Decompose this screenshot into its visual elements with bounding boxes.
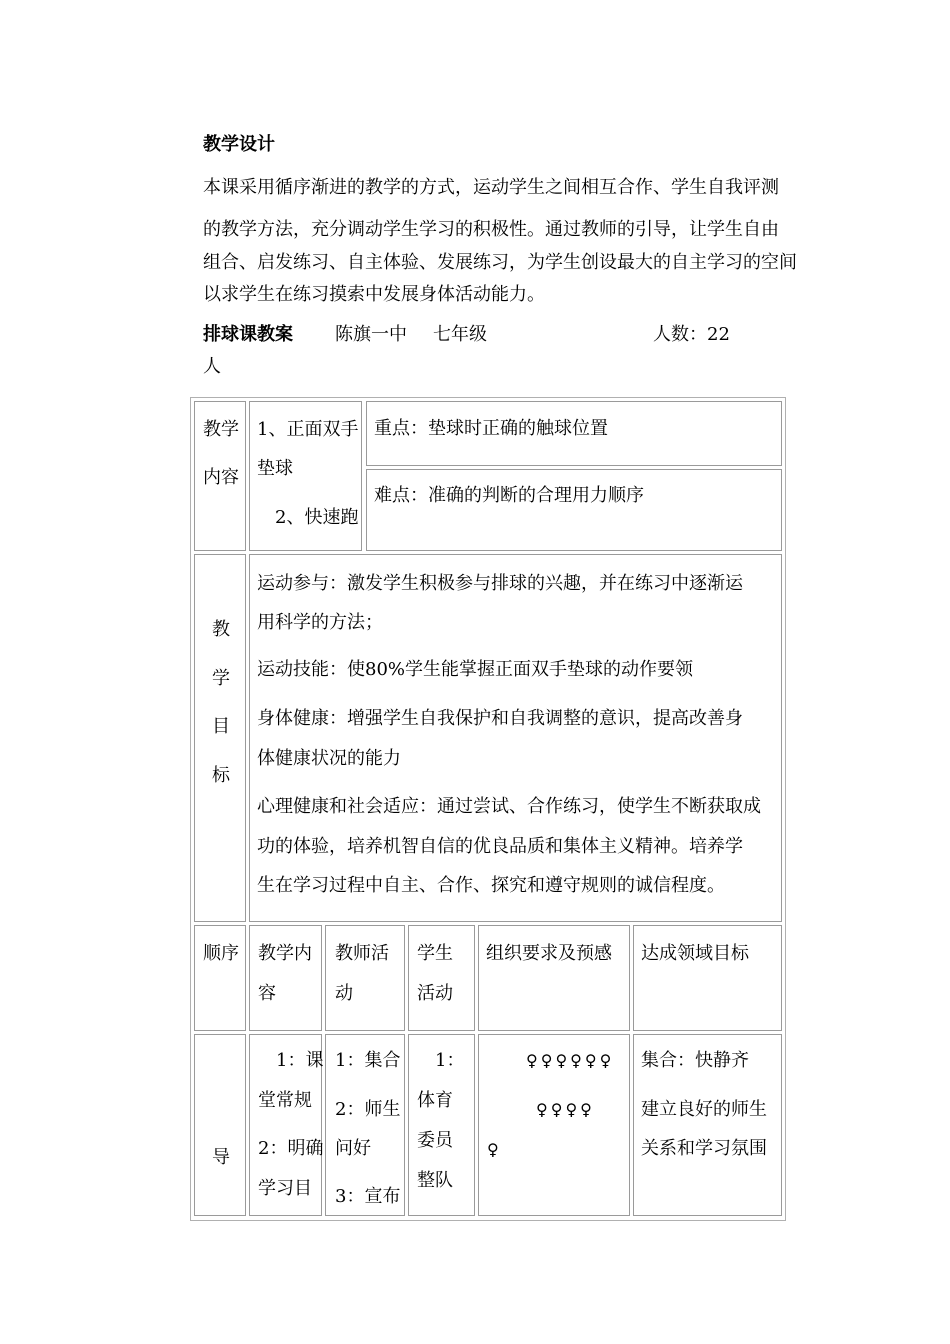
intro-teacher-line-1: 1：集合 <box>335 1050 401 1071</box>
content-topic-cell <box>249 401 362 551</box>
intro-goal-line-3: 关系和学习氛围 <box>641 1138 767 1159</box>
goal-line-6: 心理健康和社会适应：通过尝试、合作练习，使学生不断获取成 <box>257 796 761 817</box>
goals-label-char-2: 学 <box>212 668 230 689</box>
intro-student-line-4: 整队 <box>417 1170 453 1191</box>
header-student-line-1: 学生 <box>417 943 453 964</box>
intro-order-cell <box>194 1034 246 1216</box>
difficulty-cell <box>366 469 782 551</box>
intro-line-1: 本课采用循序渐进的教学的方式，运动学生之间相互合作、学生自我评测 <box>203 177 779 198</box>
content-label-cell <box>194 401 246 551</box>
intro-teacher-line-4: 3：宣布 <box>335 1186 401 1207</box>
header-organization-cell <box>478 925 630 1031</box>
header-content-line-1: 教学内 <box>258 943 312 964</box>
student-count: 人数：22 <box>653 324 730 345</box>
intro-content-line-2: 堂常规 <box>258 1090 312 1111</box>
header-order: 顺序 <box>203 943 239 964</box>
header-teacher-line-2: 动 <box>335 983 353 1004</box>
section-heading: 教学设计 <box>203 134 275 155</box>
goal-line-7: 功的体验，培养机智自信的优良品质和集体主义精神。培养学 <box>257 836 743 857</box>
intro-goal-line-2: 建立良好的师生 <box>641 1099 767 1120</box>
intro-line-3: 组合、启发练习、自主体验、发展练习，为学生创设最大的自主学习的空间 <box>203 252 797 273</box>
intro-content-cell <box>249 1034 322 1216</box>
header-goal-cell <box>633 925 782 1031</box>
intro-order: 导 <box>212 1147 230 1168</box>
goals-content-cell <box>249 554 782 922</box>
intro-goal-cell <box>633 1034 782 1216</box>
header-content-cell <box>249 925 322 1031</box>
header-goal: 达成领域目标 <box>641 943 749 964</box>
key-point-text: 重点：垫球时正确的触球位置 <box>374 418 608 439</box>
goals-label-char-3: 目 <box>212 716 230 737</box>
topic-line-3: 2、快速跑 <box>275 507 359 528</box>
header-teacher-line-1: 教师活 <box>335 943 389 964</box>
intro-content-line-3: 2：明确 <box>258 1138 324 1159</box>
formation-row-2: ♀♀♀♀ <box>536 1100 595 1119</box>
formation-row-1: ♀♀♀♀♀♀ <box>526 1051 615 1070</box>
goal-line-8: 生在学习过程中自主、合作、探究和遵守规则的诚信程度。 <box>257 875 725 896</box>
content-label-line-1: 教学 <box>203 419 239 440</box>
intro-formation-cell <box>478 1034 630 1216</box>
content-label-line-2: 内容 <box>203 467 239 488</box>
header-organization: 组织要求及预感 <box>486 943 612 964</box>
student-count-unit: 人 <box>203 356 221 377</box>
header-order-cell <box>194 925 246 1031</box>
goal-line-2: 用科学的方法； <box>257 612 383 633</box>
goal-line-4: 身体健康：增强学生自我保护和自我调整的意识，提高改善身 <box>257 708 743 729</box>
topic-line-2: 垫球 <box>257 458 293 479</box>
intro-student-line-3: 委员 <box>417 1130 453 1151</box>
goal-line-1: 运动参与：激发学生积极参与排球的兴趣，并在练习中逐渐运 <box>257 573 743 594</box>
intro-teacher-cell <box>325 1034 405 1216</box>
header-student-cell <box>408 925 475 1031</box>
header-teacher-cell <box>325 925 405 1031</box>
school-name: 陈旗一中 <box>335 324 407 345</box>
topic-line-1: 1、正面双手 <box>257 419 359 440</box>
key-point-cell <box>366 401 782 466</box>
goals-label-char-4: 标 <box>212 765 230 786</box>
intro-goal-line-1: 集合：快静齐 <box>641 1050 749 1071</box>
intro-student-line-2: 体育 <box>417 1090 453 1111</box>
goal-line-5: 体健康状况的能力 <box>257 748 401 769</box>
intro-student-cell <box>408 1034 475 1216</box>
goals-label-char-1: 教 <box>212 619 230 640</box>
intro-content-line-4: 学习目 <box>258 1178 312 1199</box>
goals-label-cell <box>194 554 246 922</box>
header-content-line-2: 容 <box>258 983 276 1004</box>
header-student-line-2: 活动 <box>417 983 453 1004</box>
intro-line-2: 的教学方法，充分调动学生学习的积极性。通过教师的引导，让学生自由 <box>203 219 779 240</box>
intro-content-line-1: 1：课 <box>276 1050 324 1071</box>
intro-teacher-line-3: 问好 <box>335 1138 371 1159</box>
intro-line-4: 以求学生在练习摸索中发展身体活动能力。 <box>203 284 545 305</box>
goal-line-3: 运动技能：使80%学生能掌握正面双手垫球的动作要领 <box>257 659 694 680</box>
difficulty-text: 难点：准确的判断的合理用力顺序 <box>374 485 644 506</box>
intro-teacher-line-2: 2：师生 <box>335 1099 401 1120</box>
grade-label: 七年级 <box>433 324 487 345</box>
formation-row-3: ♀ <box>487 1140 499 1159</box>
plan-title: 排球课教案 <box>203 324 293 345</box>
intro-student-line-1: 1： <box>435 1050 465 1071</box>
